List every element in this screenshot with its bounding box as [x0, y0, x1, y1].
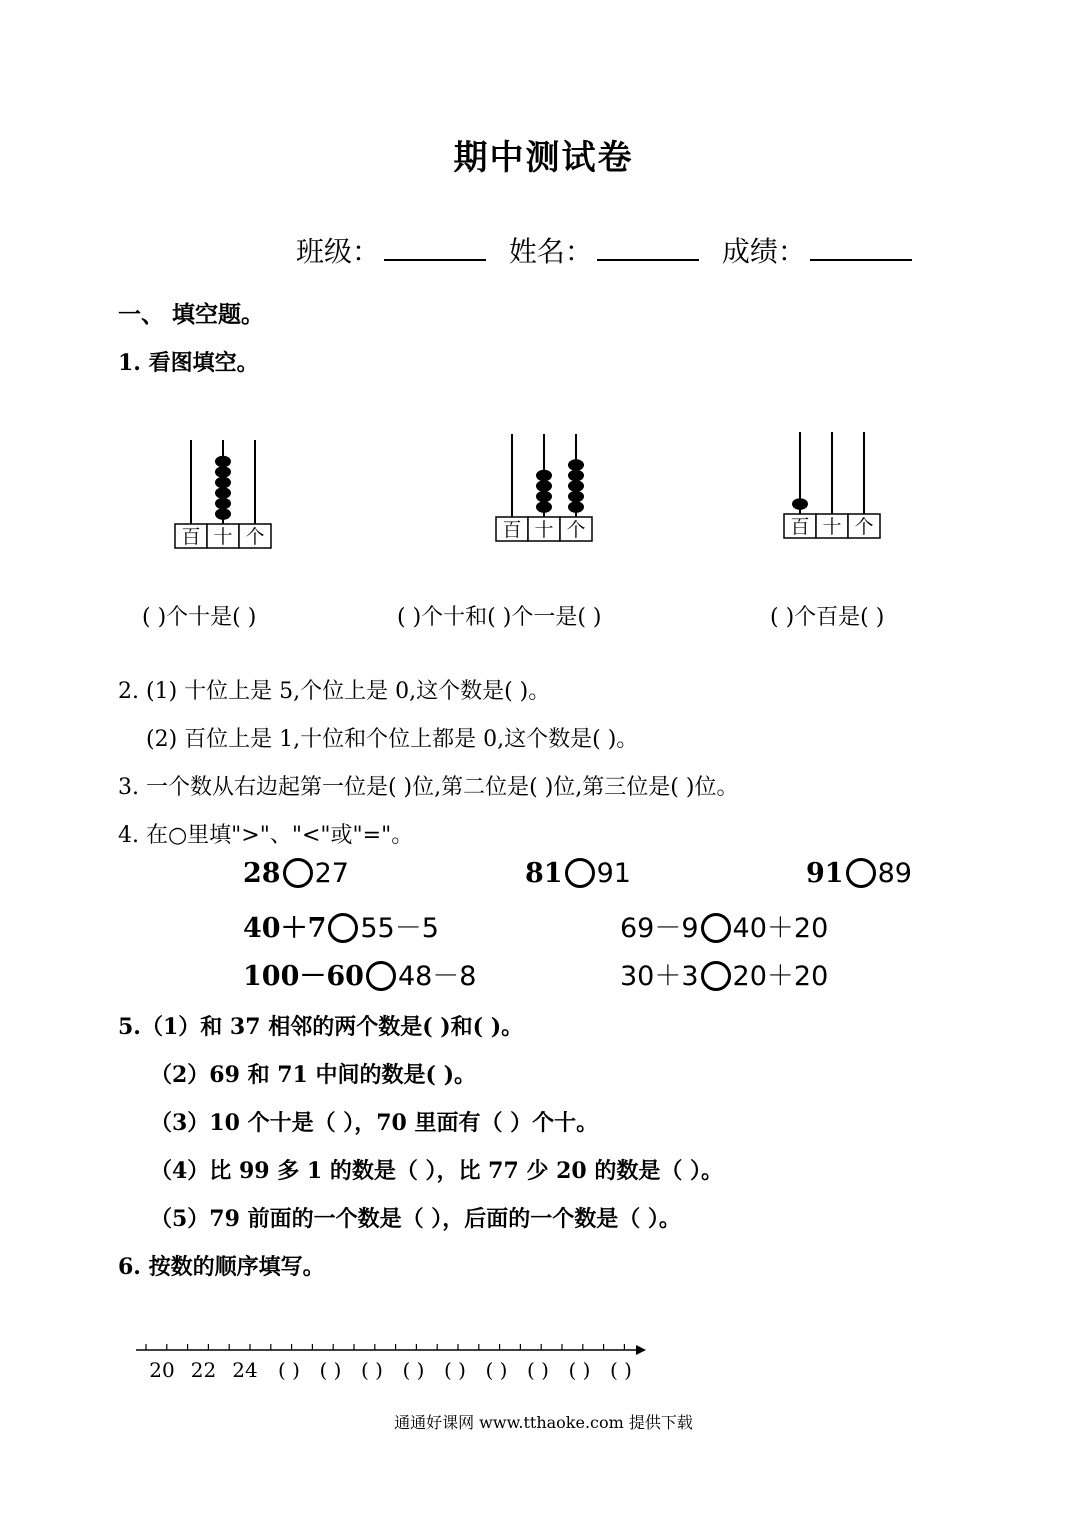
compare-item: 40＋7 55－5 — [243, 913, 439, 944]
abacus-bead — [215, 487, 231, 499]
question-5-line-2: （2）69 和 71 中间的数是( )。 — [150, 1062, 476, 1088]
question-2-line-1: 2. (1) 十位上是 5,个位上是 0,这个数是( )。 — [118, 679, 551, 704]
abacus-place-label: 个 — [566, 519, 586, 541]
number-line-blank: ( ) — [527, 1358, 549, 1382]
number-line-blank: ( ) — [568, 1358, 591, 1382]
abacus-place-label: 个 — [245, 526, 265, 548]
abacus-place-label: 十 — [213, 526, 233, 548]
page-title: 期中测试卷 — [453, 138, 634, 178]
abacus — [784, 432, 880, 538]
q1-caption-1: ( )个十是( ) — [142, 605, 257, 630]
abacus-place-label: 百 — [790, 516, 810, 538]
abacus-bead — [568, 459, 584, 471]
compare-row-1-b — [525, 858, 631, 889]
question-2-line-2: (2) 百位上是 1,十位和个位上都是 0,这个数是( )。 — [146, 727, 639, 752]
abacus-bead — [215, 508, 231, 520]
name-field[interactable] — [597, 237, 699, 261]
abacus-bead — [568, 480, 584, 492]
compare-circle[interactable] — [565, 858, 595, 888]
question-4-label: 4. 在○里填">"、"<"或"="。 — [118, 823, 414, 848]
compare-row-3 — [243, 954, 476, 993]
score-label: 成绩： — [721, 235, 806, 268]
name-label: 姓名： — [508, 235, 593, 268]
abacus-bead — [215, 466, 231, 478]
abacus-bead — [536, 480, 552, 492]
q1-caption-3: ( )个百是( ) — [770, 605, 885, 630]
compare-item: 91 89 — [806, 858, 912, 889]
abacus-bead — [536, 470, 552, 482]
abacus-place-label: 十 — [534, 519, 554, 541]
abacus-bead — [536, 491, 552, 503]
compare-circle[interactable] — [846, 858, 876, 888]
abacus — [496, 434, 592, 541]
number-line-blank: ( ) — [319, 1358, 342, 1382]
score-field[interactable] — [810, 237, 912, 261]
abacus-place-label: 百 — [502, 519, 522, 541]
number-line-value: 22 — [190, 1358, 217, 1382]
section-heading-fill-blank: 一、 填空题。 — [118, 301, 265, 328]
compare-row-1-c — [806, 858, 912, 889]
question-5-line-3: （3）10 个十是（ ），70 里面有（ ）个十。 — [150, 1110, 599, 1136]
number-line-value: 24 — [232, 1358, 258, 1382]
abacus-bead — [792, 498, 808, 510]
compare-item: 30＋3 20＋20 — [620, 961, 829, 992]
compare-item: 100－60 48－8 — [243, 961, 477, 992]
number-line-value: 20 — [149, 1358, 175, 1382]
abacus-bead — [568, 470, 584, 482]
compare-row-3-b — [620, 954, 828, 993]
footer-credit: 通通好课网 www.tthaoke.com 提供下载 — [394, 1413, 693, 1432]
abacus-bead — [215, 477, 231, 489]
student-info-header — [296, 230, 926, 270]
class-label: 班级： — [296, 235, 381, 268]
question-5-line-5: （5）79 前面的一个数是（ ），后面的一个数是（ ）。 — [150, 1206, 681, 1232]
compare-circle[interactable] — [701, 961, 731, 991]
number-line-blank: ( ) — [278, 1358, 300, 1382]
question-6-label: 6. 按数的顺序填写。 — [118, 1254, 325, 1280]
compare-circle[interactable] — [366, 961, 396, 991]
question-5-line-4: （4）比 99 多 1 的数是（ ），比 77 少 20 的数是（ ）。 — [150, 1158, 724, 1184]
abacus-bead — [536, 501, 552, 513]
number-line — [0, 1330, 1087, 1400]
compare-circle[interactable] — [283, 858, 313, 888]
compare-circle[interactable] — [701, 913, 731, 943]
number-line-blank: ( ) — [485, 1358, 508, 1382]
compare-item: 81 91 — [525, 858, 631, 889]
question-3: 3. 一个数从右边起第一位是( )位,第二位是( )位,第三位是( )位。 — [118, 775, 739, 800]
number-line-blank: ( ) — [444, 1358, 466, 1382]
abacus-bead — [215, 456, 231, 468]
question-5-line-1: 5.（1）和 37 相邻的两个数是( )和( )。 — [118, 1014, 524, 1040]
class-field[interactable] — [384, 237, 486, 261]
compare-row-1 — [243, 858, 349, 889]
abacus-bead — [215, 498, 231, 510]
number-line-blank: ( ) — [610, 1358, 632, 1382]
compare-item: 69－9 40＋20 — [620, 913, 829, 944]
abacus-figures — [0, 420, 1087, 1020]
number-line-arrow — [636, 1345, 646, 1355]
abacus — [175, 440, 271, 548]
compare-row-2-b — [620, 906, 828, 945]
compare-row-2 — [243, 906, 439, 945]
abacus-place-label: 十 — [822, 516, 842, 538]
abacus-place-label: 百 — [181, 526, 201, 548]
question-1-label: 1. 看图填空。 — [118, 350, 259, 376]
number-line-blank: ( ) — [361, 1358, 383, 1382]
abacus-place-label: 个 — [854, 516, 874, 538]
abacus-bead — [568, 491, 584, 503]
compare-item: 28 27 — [243, 858, 349, 889]
number-line-blank: ( ) — [402, 1358, 425, 1382]
compare-circle[interactable] — [328, 913, 358, 943]
q1-caption-2: ( )个十和( )个一是( ) — [397, 605, 602, 630]
abacus-bead — [568, 501, 584, 513]
